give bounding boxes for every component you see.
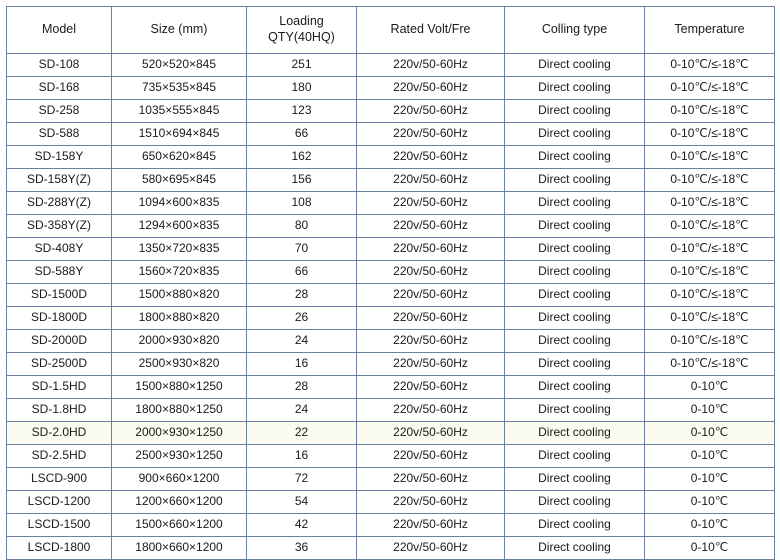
cell-loading-qty: 36: [247, 537, 357, 560]
cell-cooling-type: Direct cooling: [505, 399, 645, 422]
cell-cooling-type: Direct cooling: [505, 514, 645, 537]
cell-rated-volt-fre: 220v/50-60Hz: [357, 514, 505, 537]
cell-size: 1560×720×835: [112, 261, 247, 284]
cell-loading-qty: 28: [247, 376, 357, 399]
cell-size: 1500×880×820: [112, 284, 247, 307]
cell-rated-volt-fre: 220v/50-60Hz: [357, 376, 505, 399]
cell-cooling-type: Direct cooling: [505, 307, 645, 330]
cell-cooling-type: Direct cooling: [505, 376, 645, 399]
cell-loading-qty: 16: [247, 353, 357, 376]
column-header-model: [7, 7, 112, 54]
cell-rated-volt-fre: 220v/50-60Hz: [357, 54, 505, 77]
cell-size: 1510×694×845: [112, 123, 247, 146]
table-row: [7, 123, 775, 146]
cell-size: 1800×660×1200: [112, 537, 247, 560]
cell-model: SD-258: [7, 100, 112, 123]
cell-temperature: 0-10℃/≤-18℃: [645, 123, 775, 146]
cell-loading-qty: 42: [247, 514, 357, 537]
cell-temperature: 0-10℃: [645, 445, 775, 468]
cell-temperature: 0-10℃/≤-18℃: [645, 54, 775, 77]
cell-loading-qty: 24: [247, 399, 357, 422]
cell-loading-qty: 108: [247, 192, 357, 215]
table-row: [7, 54, 775, 77]
cell-cooling-type: Direct cooling: [505, 445, 645, 468]
cell-cooling-type: Direct cooling: [505, 77, 645, 100]
cell-temperature: 0-10℃: [645, 514, 775, 537]
table-row: [7, 445, 775, 468]
table-row: [7, 468, 775, 491]
cell-size: 1500×660×1200: [112, 514, 247, 537]
cell-size: 1294×600×835: [112, 215, 247, 238]
cell-size: 2000×930×820: [112, 330, 247, 353]
cell-cooling-type: Direct cooling: [505, 54, 645, 77]
cell-rated-volt-fre: 220v/50-60Hz: [357, 353, 505, 376]
cell-rated-volt-fre: 220v/50-60Hz: [357, 238, 505, 261]
cell-cooling-type: Direct cooling: [505, 123, 645, 146]
cell-size: 650×620×845: [112, 146, 247, 169]
cell-model: SD-588Y: [7, 261, 112, 284]
table-header-row: [7, 7, 775, 54]
cell-loading-qty: 180: [247, 77, 357, 100]
cell-size: 1200×660×1200: [112, 491, 247, 514]
cell-model: SD-358Y(Z): [7, 215, 112, 238]
table-row: [7, 215, 775, 238]
cell-cooling-type: Direct cooling: [505, 261, 645, 284]
cell-rated-volt-fre: 220v/50-60Hz: [357, 445, 505, 468]
cell-temperature: 0-10℃/≤-18℃: [645, 215, 775, 238]
cell-size: 900×660×1200: [112, 468, 247, 491]
table-row: [7, 307, 775, 330]
cell-cooling-type: Direct cooling: [505, 146, 645, 169]
cell-loading-qty: 80: [247, 215, 357, 238]
table-row: [7, 537, 775, 560]
column-header-loading-qty: [247, 7, 357, 54]
cell-loading-qty: 72: [247, 468, 357, 491]
cell-loading-qty: 162: [247, 146, 357, 169]
cell-model: SD-2500D: [7, 353, 112, 376]
column-header-loading-qty-line2: QTY(40HQ): [268, 30, 335, 44]
cell-size: 735×535×845: [112, 77, 247, 100]
cell-loading-qty: 70: [247, 238, 357, 261]
cell-rated-volt-fre: 220v/50-60Hz: [357, 537, 505, 560]
column-header-size-line1: Size (mm): [150, 22, 208, 37]
cell-rated-volt-fre: 220v/50-60Hz: [357, 468, 505, 491]
cell-cooling-type: Direct cooling: [505, 330, 645, 353]
cell-size: 520×520×845: [112, 54, 247, 77]
column-header-temperature: [645, 7, 775, 54]
column-header-size: [112, 7, 247, 54]
cell-model: SD-288Y(Z): [7, 192, 112, 215]
cell-rated-volt-fre: 220v/50-60Hz: [357, 123, 505, 146]
cell-cooling-type: Direct cooling: [505, 491, 645, 514]
cell-temperature: 0-10℃: [645, 376, 775, 399]
cell-loading-qty: 156: [247, 169, 357, 192]
cell-temperature: 0-10℃/≤-18℃: [645, 307, 775, 330]
table-row: [7, 238, 775, 261]
cell-model: LSCD-1200: [7, 491, 112, 514]
cell-rated-volt-fre: 220v/50-60Hz: [357, 261, 505, 284]
cell-rated-volt-fre: 220v/50-60Hz: [357, 330, 505, 353]
cell-loading-qty: 22: [247, 422, 357, 445]
cell-loading-qty: 66: [247, 261, 357, 284]
cell-temperature: 0-10℃: [645, 537, 775, 560]
cell-model: LSCD-900: [7, 468, 112, 491]
cell-model: SD-1.5HD: [7, 376, 112, 399]
table-row: [7, 422, 775, 445]
cell-temperature: 0-10℃: [645, 468, 775, 491]
cell-rated-volt-fre: 220v/50-60Hz: [357, 399, 505, 422]
cell-temperature: 0-10℃/≤-18℃: [645, 77, 775, 100]
cell-loading-qty: 251: [247, 54, 357, 77]
table-body: [7, 54, 775, 560]
table-row: [7, 376, 775, 399]
cell-cooling-type: Direct cooling: [505, 468, 645, 491]
column-header-temperature-line1: Temperature: [674, 22, 745, 37]
cell-size: 1800×880×1250: [112, 399, 247, 422]
cell-model: SD-2000D: [7, 330, 112, 353]
cell-loading-qty: 16: [247, 445, 357, 468]
column-header-model-line1: Model: [41, 22, 77, 37]
cell-model: SD-158Y(Z): [7, 169, 112, 192]
cell-size: 2500×930×1250: [112, 445, 247, 468]
cell-model: SD-1500D: [7, 284, 112, 307]
cell-size: 1035×555×845: [112, 100, 247, 123]
cell-model: SD-1.8HD: [7, 399, 112, 422]
cell-model: LSCD-1500: [7, 514, 112, 537]
table-row: [7, 284, 775, 307]
cell-cooling-type: Direct cooling: [505, 169, 645, 192]
cell-size: 1500×880×1250: [112, 376, 247, 399]
table-row: [7, 330, 775, 353]
cell-rated-volt-fre: 220v/50-60Hz: [357, 491, 505, 514]
column-header-rated-volt-fre: [357, 7, 505, 54]
column-header-loading-qty-line1: Loading: [279, 14, 324, 29]
cell-loading-qty: 28: [247, 284, 357, 307]
table-row: [7, 261, 775, 284]
column-header-cooling-type-line1: Colling type: [541, 22, 608, 37]
cell-cooling-type: Direct cooling: [505, 284, 645, 307]
cell-rated-volt-fre: 220v/50-60Hz: [357, 284, 505, 307]
cell-temperature: 0-10℃/≤-18℃: [645, 238, 775, 261]
cell-temperature: 0-10℃/≤-18℃: [645, 353, 775, 376]
cell-loading-qty: 26: [247, 307, 357, 330]
cell-loading-qty: 123: [247, 100, 357, 123]
cell-cooling-type: Direct cooling: [505, 537, 645, 560]
cell-model: SD-588: [7, 123, 112, 146]
cell-rated-volt-fre: 220v/50-60Hz: [357, 100, 505, 123]
column-header-cooling-type: [505, 7, 645, 54]
column-header-rated-volt-fre-line1: Rated Volt/Fre: [390, 22, 471, 37]
cell-size: 1094×600×835: [112, 192, 247, 215]
cell-size: 1350×720×835: [112, 238, 247, 261]
table-row: [7, 192, 775, 215]
cell-temperature: 0-10℃/≤-18℃: [645, 261, 775, 284]
table-row: [7, 514, 775, 537]
table-row: [7, 491, 775, 514]
cell-rated-volt-fre: 220v/50-60Hz: [357, 169, 505, 192]
cell-temperature: 0-10℃/≤-18℃: [645, 146, 775, 169]
cell-model: SD-2.0HD: [7, 422, 112, 445]
cell-loading-qty: 54: [247, 491, 357, 514]
cell-model: SD-168: [7, 77, 112, 100]
cell-temperature: 0-10℃/≤-18℃: [645, 330, 775, 353]
cell-cooling-type: Direct cooling: [505, 353, 645, 376]
cell-model: SD-2.5HD: [7, 445, 112, 468]
table-row: [7, 169, 775, 192]
product-specification-table: [6, 6, 775, 560]
cell-model: SD-108: [7, 54, 112, 77]
cell-temperature: 0-10℃/≤-18℃: [645, 192, 775, 215]
cell-cooling-type: Direct cooling: [505, 192, 645, 215]
cell-temperature: 0-10℃: [645, 491, 775, 514]
cell-cooling-type: Direct cooling: [505, 100, 645, 123]
cell-temperature: 0-10℃: [645, 399, 775, 422]
cell-cooling-type: Direct cooling: [505, 215, 645, 238]
cell-cooling-type: Direct cooling: [505, 422, 645, 445]
cell-loading-qty: 24: [247, 330, 357, 353]
cell-cooling-type: Direct cooling: [505, 238, 645, 261]
cell-model: SD-158Y: [7, 146, 112, 169]
cell-size: 2000×930×1250: [112, 422, 247, 445]
cell-size: 2500×930×820: [112, 353, 247, 376]
cell-loading-qty: 66: [247, 123, 357, 146]
cell-size: 580×695×845: [112, 169, 247, 192]
cell-model: LSCD-1800: [7, 537, 112, 560]
table-row: [7, 353, 775, 376]
cell-rated-volt-fre: 220v/50-60Hz: [357, 307, 505, 330]
table-row: [7, 399, 775, 422]
table-row: [7, 77, 775, 100]
table-row: [7, 146, 775, 169]
cell-model: SD-1800D: [7, 307, 112, 330]
cell-size: 1800×880×820: [112, 307, 247, 330]
cell-rated-volt-fre: 220v/50-60Hz: [357, 146, 505, 169]
cell-model: SD-408Y: [7, 238, 112, 261]
cell-temperature: 0-10℃/≤-18℃: [645, 169, 775, 192]
cell-temperature: 0-10℃: [645, 422, 775, 445]
table-header: [7, 7, 775, 54]
cell-temperature: 0-10℃/≤-18℃: [645, 100, 775, 123]
cell-rated-volt-fre: 220v/50-60Hz: [357, 215, 505, 238]
cell-temperature: 0-10℃/≤-18℃: [645, 284, 775, 307]
cell-rated-volt-fre: 220v/50-60Hz: [357, 422, 505, 445]
table-row: [7, 100, 775, 123]
cell-rated-volt-fre: 220v/50-60Hz: [357, 192, 505, 215]
cell-rated-volt-fre: 220v/50-60Hz: [357, 77, 505, 100]
